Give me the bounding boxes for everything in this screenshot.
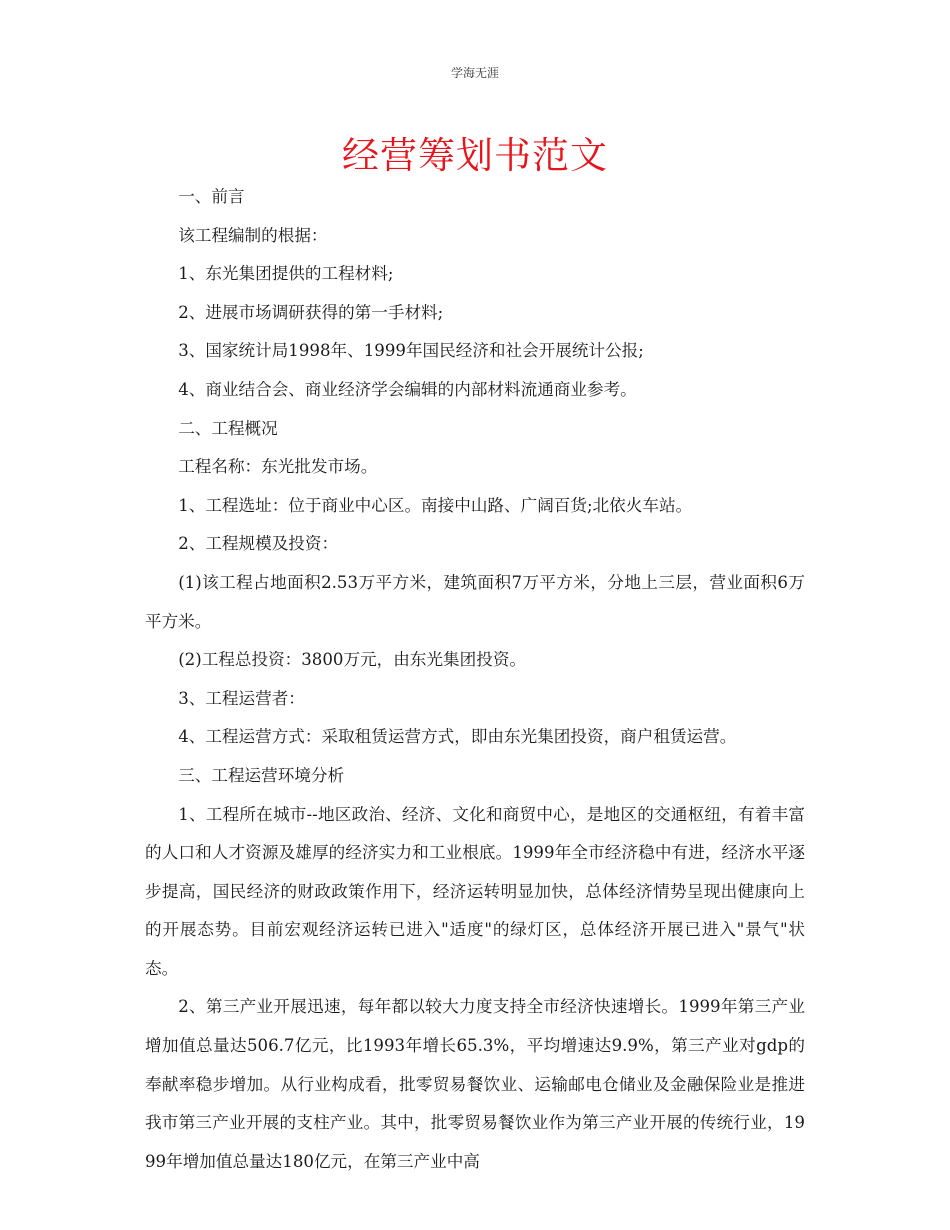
sub-item-area: (1)该工程占地面积2.53万平方米，建筑面积7万平方米，分地上三层，营业面积6万平方米。	[145, 572, 805, 631]
sub-item-investment: (2)工程总投资：3800万元，由东光集团投资。	[178, 650, 527, 670]
paragraph-project-name: 工程名称：东光批发市场。	[178, 457, 378, 477]
heading-overview: 二、工程概况	[178, 418, 278, 438]
list-item-basis-3: 3、国家统计局1998年、1999年国民经济和社会开展统计公报;	[178, 341, 644, 361]
list-item-operation-mode: 4、工程运营方式：采取租赁运营方式，即由东光集团投资，商户租赁运营。	[178, 727, 737, 747]
list-item-operator: 3、工程运营者：	[178, 688, 305, 708]
list-item-scale: 2、工程规模及投资：	[178, 534, 339, 554]
document-title: 经营筹划书范文	[342, 134, 608, 177]
page-header: 学海无涯	[450, 66, 499, 80]
heading-environment: 三、工程运营环境分析	[178, 765, 345, 785]
list-item-basis-1: 1、东光集团提供的工程材料;	[178, 264, 394, 284]
paragraph-basis: 该工程编制的根据：	[178, 225, 328, 245]
list-item-site: 1、工程选址：位于商业中心区。南接中山路、广阔百货;北依火车站。	[178, 495, 693, 515]
list-item-basis-4: 4、商业结合会、商业经济学会编辑的内部材料流通商业参考。	[178, 379, 637, 399]
paragraph-city-economy: 1、工程所在城市--地区政治、经济、文化和商贸中心，是地区的交通枢纽，有着丰富的人口和人才资源及雄厚的经济实力和工业根底。1999年全市经济稳中有进，经济水平逐步提高，国民经济的财政政策作用下，经济运转明显加快，总体经济情势呈现出健康向上的开展态势。目前宏观经济运转已进入"适度"的绿灯区，总体经济开展已进入"景气"状态。	[145, 804, 805, 978]
list-item-basis-2: 2、进展市场调研获得的第一手材料;	[178, 302, 444, 322]
paragraph-tertiary-industry: 2、第三产业开展迅速，每年都以较大力度支持全市经济快速增长。1999年第三产业增加值总量达506.7亿元，比1993年增长65.3%，平均增速达9.9%，第三产业对gdp的奉献率稳步增加。从行业构成看，批零贸易餐饮业、运输邮电仓储业及金融保险业是推进我市第三产业开展的支柱产业。其中，批零贸易餐饮业作为第三产业开展的传统行业，1999年增加值总量达180亿元，在第三产业中高	[145, 997, 805, 1171]
heading-preface: 一、前言	[178, 187, 245, 206]
document-body	[145, 178, 805, 1181]
